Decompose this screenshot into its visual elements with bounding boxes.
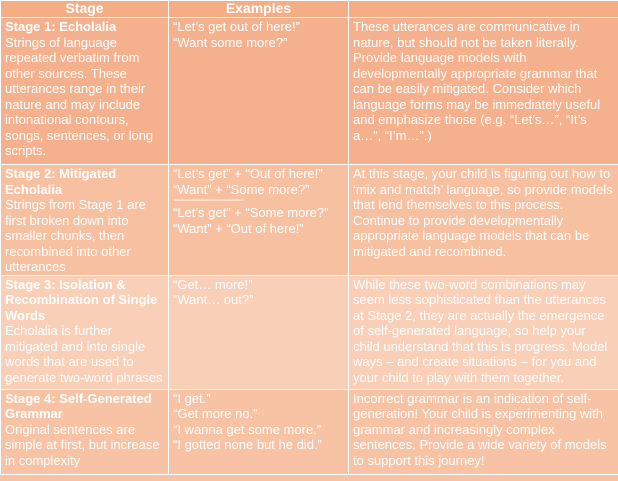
notes-cell: [349, 165, 618, 276]
example-line: “Want some more?”: [173, 34, 288, 50]
example-separator: ------------------------------: [173, 197, 243, 205]
examples-cell: [169, 18, 349, 165]
notes-text: At this stage, your child is figuring out how to ‘mix and match’ language, so provide models that lend themselves to this process. Continue to provide developmentally appropriate language models that can be mitigated and recombined.: [353, 166, 613, 259]
example-line: “I gotted none but he did.”: [173, 437, 322, 452]
notes-text: While these two-word combinations may seem less sophisticated than the utterances at Stage 2, they are actually the emergence of self-generated language, so help your child understand that this is progress. Model ways – and create situations – for you and your child to play with them together.: [353, 276, 608, 385]
stage-title: Stage 2: Mitigated Echolalia: [5, 166, 117, 197]
notes-text: Incorrect grammar is an indication of self-generation! Your child is experimenting with grammar and increasingly complex sentences. Provide a wide variety of models to support this journey!: [353, 390, 607, 468]
notes-text: These utterances are communicative in nature, but should not be taken literally. Provide language models with developmentally appropriate grammar that can be easily mitigated. Consider which language forms may be immediately useful and emphasize those (e.g. “Let’s…”, “It’s a…”, “I’m…”.): [353, 19, 601, 143]
stage-title: Stage 1: Echolalia: [5, 19, 117, 34]
stage-cell: [1, 275, 169, 389]
bottom-strip: [0, 474, 618, 481]
example-line: “Want” + “Some more?”: [173, 181, 310, 197]
stage-description: Strings from Stage 1 are first broken down into smaller chunks, then recombined into other utterances: [5, 197, 146, 274]
stage-title: Stage 3: Isolation & Recombination of Single Words: [5, 276, 158, 323]
table-row: [1, 18, 618, 165]
examples-cell: [169, 275, 349, 389]
header-notes: [349, 1, 618, 18]
stage-cell: [1, 389, 169, 481]
stage-description: Echolalia is further mitigated and into single words that are used to generate two-word phrases: [5, 323, 163, 385]
example-line: “Let’s get” + “Some more?”: [173, 205, 329, 220]
table-row: [1, 275, 618, 389]
stage-cell: [1, 165, 169, 276]
header-stage: Stage: [1, 1, 169, 18]
stage-description: Original sentences are simple at first, but increase in complexity: [5, 421, 160, 468]
example-line: “I get.”: [173, 390, 211, 406]
example-line: “Want… out?”: [173, 292, 254, 307]
example-line: “Let’s get out of here!”: [173, 19, 300, 34]
notes-cell: [349, 18, 618, 165]
notes-cell: [349, 389, 618, 481]
stage-cell: [1, 18, 169, 165]
stage-description: Strings of language repeated verbatim from other sources. These utterances range in their nature and may include intonational contours, songs, sentences, or long scripts.: [5, 34, 154, 158]
example-line: “Get… more!”: [173, 276, 253, 292]
header-examples: Examples: [169, 1, 349, 18]
example-line: “Want” + “Out of here!”: [173, 220, 304, 236]
examples-cell: [169, 165, 349, 276]
examples-cell: [169, 389, 349, 481]
table-row: [1, 389, 618, 481]
table-row: [1, 165, 618, 276]
notes-cell: [349, 275, 618, 389]
example-line: “I wanna get some more.”: [173, 421, 322, 437]
example-line: “Let’s get” + “Out of here!”: [173, 166, 323, 181]
example-line: “Get more no.”: [173, 406, 258, 421]
header-row: [1, 1, 618, 18]
stage-title: Stage 4: Self-Generated Grammar: [5, 390, 152, 421]
